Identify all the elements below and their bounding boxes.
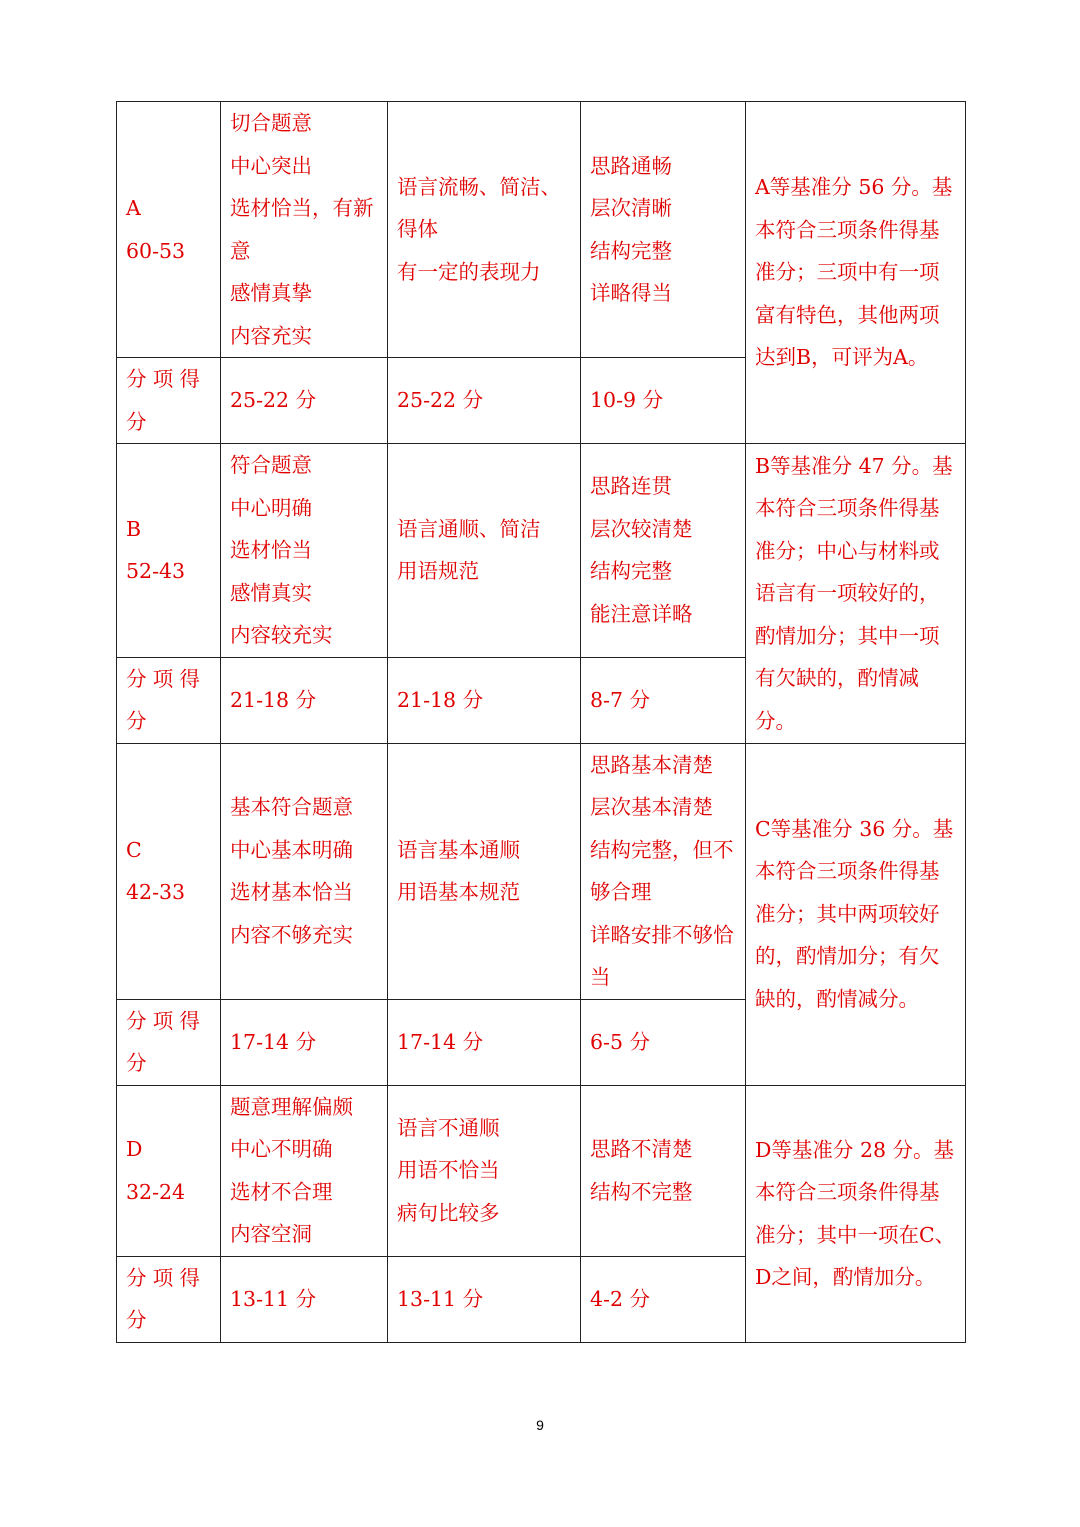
language-score: 25-22 分 bbox=[388, 358, 581, 444]
content-criteria bbox=[221, 102, 388, 358]
criterion: 内容充实 bbox=[230, 323, 312, 348]
structure-score: 4-2 分 bbox=[581, 1256, 746, 1342]
criterion: 病句比较多 bbox=[397, 1200, 500, 1225]
grade-range: 32-24 bbox=[126, 1179, 186, 1204]
grade-range: 60-53 bbox=[126, 238, 186, 263]
criterion: 题意理解偏颇 bbox=[230, 1094, 353, 1119]
grade-row bbox=[117, 444, 966, 658]
criterion: 结构完整 bbox=[590, 238, 672, 263]
structure-score: 8-7 分 bbox=[581, 657, 746, 743]
grade-note: B等基准分 47 分。基本符合三项条件得基准分；中心与材料或语言有一项较好的，酌情加分；其中一项有欠缺的，酌情减分。 bbox=[746, 444, 966, 744]
criterion: 切合题意 bbox=[230, 111, 312, 135]
grade-cell bbox=[117, 743, 221, 999]
sub-score-label: 分项得分 bbox=[117, 657, 221, 743]
criterion: 能注意详略 bbox=[590, 601, 693, 626]
criterion: 感情真挚 bbox=[230, 281, 312, 305]
grade-range: 42-33 bbox=[126, 880, 186, 904]
criterion: 结构完整，但不够合理 bbox=[590, 837, 734, 904]
content-criteria bbox=[221, 743, 388, 999]
criterion: 用语基本规范 bbox=[397, 880, 520, 904]
sub-score-label: 分项得分 bbox=[117, 999, 221, 1085]
criterion: 思路连贯 bbox=[590, 474, 672, 499]
criterion: 选材基本恰当 bbox=[230, 880, 353, 904]
criterion: 用语不恰当 bbox=[397, 1158, 500, 1183]
scoring-rubric-table bbox=[116, 101, 966, 1343]
language-criteria bbox=[388, 102, 581, 358]
grade-cell bbox=[117, 1085, 221, 1256]
content-score: 21-18 分 bbox=[221, 657, 388, 743]
criterion: 感情真实 bbox=[230, 580, 312, 605]
criterion: 思路基本清楚 bbox=[590, 752, 713, 777]
page-number: 9 bbox=[536, 1417, 544, 1433]
structure-score: 6-5 分 bbox=[581, 999, 746, 1085]
criterion: 语言不通顺 bbox=[397, 1115, 500, 1140]
content-score: 17-14 分 bbox=[221, 999, 388, 1085]
content-criteria bbox=[221, 444, 388, 658]
criterion: 层次较清楚 bbox=[590, 516, 693, 541]
criterion: 中心突出 bbox=[230, 153, 312, 178]
sub-score-label: 分项得分 bbox=[117, 1256, 221, 1342]
criterion: 选材恰当，有新意 bbox=[230, 196, 374, 263]
structure-criteria bbox=[581, 1085, 746, 1256]
criterion: 中心基本明确 bbox=[230, 837, 353, 862]
criterion: 选材不合理 bbox=[230, 1179, 333, 1204]
content-score: 13-11 分 bbox=[221, 1256, 388, 1342]
grade-cell bbox=[117, 102, 221, 358]
grade-letter: A bbox=[126, 196, 141, 220]
criterion: 中心明确 bbox=[230, 495, 312, 520]
grade-row bbox=[117, 743, 966, 999]
criterion: 选材恰当 bbox=[230, 538, 312, 562]
criterion: 结构不完整 bbox=[590, 1179, 693, 1204]
language-score: 21-18 分 bbox=[388, 657, 581, 743]
grade-letter: B bbox=[126, 516, 142, 541]
grade-row bbox=[117, 102, 966, 358]
content-criteria bbox=[221, 1085, 388, 1256]
criterion: 语言通顺、简洁 bbox=[397, 516, 541, 541]
criterion: 基本符合题意 bbox=[230, 795, 353, 819]
criterion: 有一定的表现力 bbox=[397, 259, 541, 284]
structure-criteria bbox=[581, 444, 746, 658]
grade-letter: D bbox=[126, 1137, 143, 1161]
criterion: 语言基本通顺 bbox=[397, 837, 520, 862]
language-score: 17-14 分 bbox=[388, 999, 581, 1085]
criterion: 层次基本清楚 bbox=[590, 795, 713, 819]
grade-note: D等基准分 28 分。基本符合三项条件得基准分；其中一项在C、D之间，酌情加分。 bbox=[746, 1085, 966, 1342]
structure-score: 10-9 分 bbox=[581, 358, 746, 444]
criterion: 内容较充实 bbox=[230, 623, 333, 647]
sub-score-label: 分项得分 bbox=[117, 358, 221, 444]
language-score: 13-11 分 bbox=[388, 1256, 581, 1342]
criterion: 用语规范 bbox=[397, 559, 479, 584]
grade-cell bbox=[117, 444, 221, 658]
criterion: 结构完整 bbox=[590, 559, 672, 584]
criterion: 中心不明确 bbox=[230, 1137, 333, 1161]
language-criteria bbox=[388, 444, 581, 658]
criterion: 内容不够充实 bbox=[230, 922, 353, 947]
criterion: 符合题意 bbox=[230, 453, 312, 477]
language-criteria bbox=[388, 1085, 581, 1256]
criterion: 详略安排不够恰当 bbox=[590, 922, 734, 989]
criterion: 详略得当 bbox=[590, 281, 672, 305]
grade-note: C等基准分 36 分。基本符合三项条件得基准分；其中两项较好的，酌情加分；有欠缺的，酌情减分。 bbox=[746, 743, 966, 1085]
grade-letter: C bbox=[126, 837, 142, 862]
structure-criteria bbox=[581, 102, 746, 358]
grade-range: 52-43 bbox=[126, 559, 186, 584]
criterion: 语言流畅、简洁、得体 bbox=[397, 174, 561, 242]
language-criteria bbox=[388, 743, 581, 999]
content-score: 25-22 分 bbox=[221, 358, 388, 444]
grade-note: A等基准分 56 分。基本符合三项条件得基准分；三项中有一项富有特色，其他两项达到B，可评为A。 bbox=[746, 102, 966, 444]
criterion: 层次清晰 bbox=[590, 196, 672, 220]
criterion: 内容空洞 bbox=[230, 1222, 312, 1246]
criterion: 思路不清楚 bbox=[590, 1137, 693, 1161]
grade-row bbox=[117, 1085, 966, 1256]
structure-criteria bbox=[581, 743, 746, 999]
criterion: 思路通畅 bbox=[590, 153, 672, 178]
